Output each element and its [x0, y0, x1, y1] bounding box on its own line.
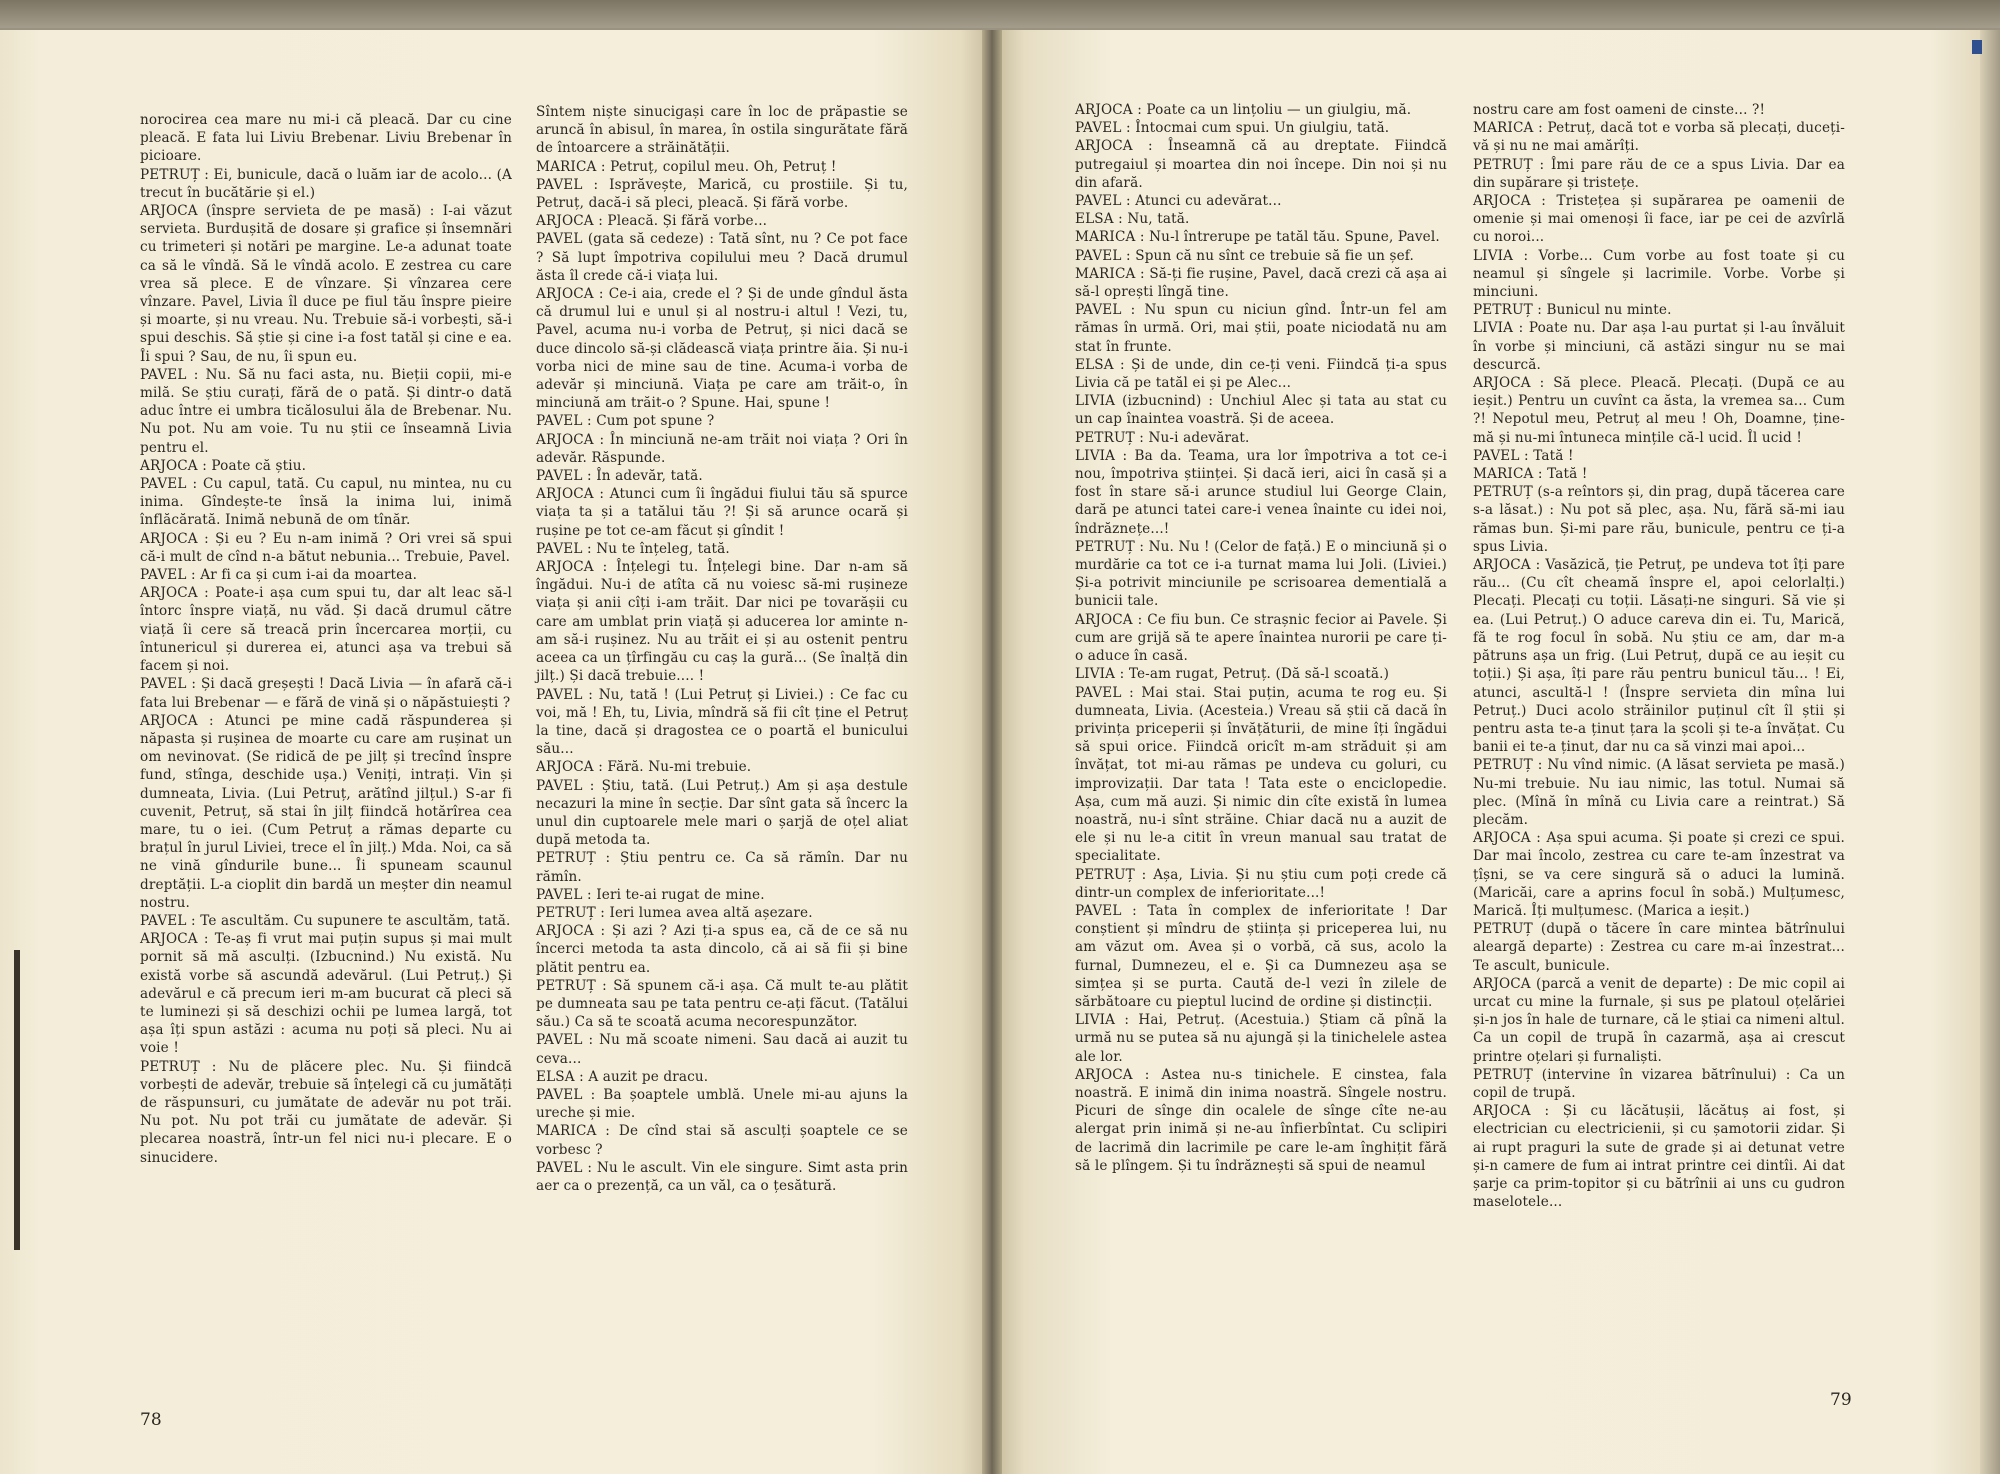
paragraph: PAVEL : Întocmai cum spui. Un giulgiu, tată.	[1075, 120, 1390, 137]
paragraph: PAVEL : Nu. Să nu faci asta, nu. Bieții copii, mi-e milă. Se știu curați, fără de o pată. Și dintr-o dată aduc între ei umbra ticălosului ăla de Brebenar. Nu. Nu pot. Nu am voie. Tu nu știi ce înseamnă Livia pentru el.	[140, 366, 512, 456]
paragraph: PAVEL : Nu mă scoate nimeni. Sau dacă ai auzit tu ceva...	[536, 1032, 908, 1067]
book-right-edge	[1980, 30, 2000, 1474]
paragraph: PETRUȚ : Nu vînd nimic. (A lăsat servieta pe masă.) Nu-mi trebuie. Nu iau nimic, las totul. Numai să plec. (Mînă în mînă cu Livia care a reintrat.) Să plecăm.	[1473, 757, 1845, 828]
paragraph: ARJOCA : Fără. Nu-mi trebuie.	[536, 759, 752, 776]
paragraph: ARJOCA : Așa spui acuma. Și poate și crezi ce spui. Dar mai încolo, zestrea cu care te-am înzestrat va țîșni, se va cere singură să o aduci la lumină. (Maricăi, care a aprins focul în sobă.) Mulțumesc, Marică. Îți mulțumesc. (Marica a ieșit.)	[1473, 830, 1845, 919]
paragraph: ARJOCA : Astea nu-s tinichele. E cinstea, fala noastră. E inimă din inima noastră. Sîngele nostru. Picuri de sînge din ocalele de sînge cîte ne-au alergat prin inimă și ne-au înfierbîntat. Cu sclipiri de lacrimă din lacrimile pe care le-am înghițit fără să le plîngem. Și tu îndrăznești să spui de neamul	[1075, 1066, 1447, 1174]
book-top-edge	[0, 0, 2000, 28]
paragraph: ARJOCA : Vasăzică, ție Petruț, pe undeva tot îți pare rău... (Cu cît cheamă înspre el, apoi celorlalți.) Plecați. Plecați cu toții. Lăsați-ne singuri. Să vie și ea. (Lui Petruț.) O aduce careva din ei. Tu, Marică, fă te rog focul în sobă. Nu știu ce am, dar m-a pătruns așa un frig. (Lui Petruț, după ce au ieșit cu toții.) Și așa, îți pare rău pentru bunicul tău... ! Ei, atunci, ascultă-l ! (Înspre servieta din mîna lui Petruț.) Duci acolo străinilor puținul cît îl știi și pentru asta te-a ținut țara la școli și te-a învățat. Cu banii ei te-a ținut, dar nu ca să vinzi mai apoi...	[1473, 557, 1845, 756]
paragraph: PETRUȚ : Să spunem că-i așa. Că mult te-au plătit pe dumneata sau pe tata pentru ce-ați făcut. (Tatălui său.) Ca să te scoată acuma necorespunzător.	[536, 977, 908, 1031]
paragraph: PAVEL : Atunci cu adevărat...	[1075, 193, 1282, 210]
paragraph: PAVEL : Nu spun cu niciun gînd. Într-un fel am rămas în urmă. Ori, mai știi, poate niciodată nu am stat în frunte.	[1075, 302, 1447, 355]
paragraph: MARICA : Să-ți fie rușine, Pavel, dacă crezi că așa ai să-l oprești lîngă tine.	[1075, 265, 1447, 301]
paragraph: ARJOCA : Poate că știu.	[140, 457, 307, 474]
bookmark-tab	[1972, 40, 1982, 54]
paragraph: PETRUȚ : Ei, bunicule, dacă o luăm iar de acolo... (A trecut în bucătărie și el.)	[140, 166, 512, 201]
paragraph: ARJOCA : Atunci pe mine cadă răspunderea și năpasta și rușinea de moarte cu care am rușinat un om nevinovat. (Se ridică de pe jilț și trecînd înspre fund, stînga, deschide ușa.) Veniți, intrați. Vin și dumneata, Livia. (Lui Petruț, arătînd jilțul.) S-ar fi cuvenit, Petruț, să stai în jilț fiindcă hotărîrea cea mare, tu o iei. (Cum Petruț a rămas departe cu brațul în jurul Liviei, trece el în jilț.) Mda. Noi, ca să ne vină gîndurile bune... Îi spuneam scaunul dreptății. L-a cioplit din bardă un meșter din neamul nostru.	[140, 712, 512, 911]
paragraph: PAVEL : Ieri te-ai rugat de mine.	[536, 886, 765, 903]
paragraph: ARJOCA : Poate ca un lințoliu — un giulgiu, mă.	[1075, 102, 1412, 118]
paragraph: MARICA : Petruț, copilul meu. Oh, Petruț !	[536, 158, 837, 175]
paragraph: PAVEL : Mai stai. Stai puțin, acuma te rog eu. Și dumneata, Livia. (Acesteia.) Vreau să știi că dacă în privința priceperii și învățăturii, de mine îți îngădui să spui orice. Fiindcă oricît m-am străduit și am învățat, tot mi-au rămas pe undeva cu goluri, cu improvizații. Dar tata ! Tata este o enciclopedie. Așa, cum mă auzi. Și nimic din cîte există în lumea noastră, nu-i sînt străine. Chiar dacă nu a auzit de ele și nu le-a citit în vreun manual sau tratat de specialitate.	[1075, 684, 1447, 865]
book-gutter	[982, 30, 1002, 1474]
paragraph: PAVEL : Ba șoaptele umblă. Unele mi-au ajuns la ureche și mie.	[536, 1086, 908, 1122]
paragraph: PAVEL : Nu, tată ! (Lui Petruț și Liviei.) : Ce fac cu voi, mă ! Eh, tu, Livia, mîndră să fii cît ține el Petruț la tine, dacă și dragostea ce o poartă el bunicului său...	[536, 686, 908, 758]
page-79	[995, 30, 1980, 1474]
paragraph: PAVEL : Te ascultăm. Cu supunere te ascultăm, tată.	[140, 912, 511, 929]
paragraph: ARJOCA : Și azi ? Azi ți-a spus ea, că de ce să nu încerci metoda ta asta dincolo, că ai să fii și bine plătit pentru ea.	[536, 923, 908, 976]
paragraph: PAVEL : Cum pot spune ?	[536, 413, 715, 430]
paragraph: ARJOCA : Înțelegi tu. Înțelegi bine. Dar n-am să îngădui. Nu-i de atîta că nu voiesc să-mi rușineze viața și anii cîți i-am trăit. Dar nici pe tovarășii cu care am umblat prin viață și aducerea lor aminte n-am să-i rușinez. Nu au trăit ei și au ostenit pentru aceea ca un țîrfingău cu caș la gură... (Se înalță din jilț.) Și dacă trebuie.... !	[536, 559, 908, 685]
page-78	[0, 30, 990, 1474]
paragraph: PAVEL : Spun că nu sînt ce trebuie să fie un șef.	[1075, 247, 1414, 264]
paragraph: ARJOCA : Tristețea și supărarea pe oamenii de omenie și mai omenoși îi face, iar pe cei de azvîrlă cu noroi...	[1473, 193, 1845, 246]
page-79-column-1	[1075, 101, 1447, 1175]
paragraph: LIVIA : Te-am rugat, Petruț. (Dă să-l scoată.)	[1075, 666, 1390, 683]
paragraph: ARJOCA : Și cu lăcătușii, lăcătuș ai fost, și electrician cu electricienii, și cu șamotorii zidar. Și ai rupt praguri la sute de grade și ai detunat vetre și-n camere de fum ai intrat printre cei dintîi. Ai dat șarje ca prim-topitor și cu bătrînii ai uns cu gudron maselotele...	[1473, 1103, 1845, 1211]
paragraph: ARJOCA : Atunci cum îi îngădui fiului tău să spurce viața ta și a tatălui tău ?! Și să arunce ocară și rușine pe tot ce-am făcut și gîndit !	[536, 486, 908, 539]
paragraph: Sîntem niște sinucigași care în loc de prăpastie se aruncă în abisul, în marea, în ostila singurătate fără de întoarcere a străinătății.	[536, 104, 908, 157]
paragraph: PETRUȚ (s-a reîntors și, din prag, după tăcerea care s-a lăsat.) : Nu pot să plec, așa. Nu, fără să-mi iau rămas bun. Și-mi pare rău, bunicule, pentru ce ți-a spus Livia.	[1473, 484, 1845, 555]
paragraph: LIVIA : Hai, Petruț. (Acestuia.) Știam că pînă la urmă nu se putea să nu ajungă și la tinichelele astea ale lor.	[1075, 1012, 1447, 1065]
page-number-right: 79	[1830, 1390, 1852, 1410]
paragraph: PETRUȚ : Îmi pare rău de ce a spus Livia. Dar ea din supărare și tristețe.	[1473, 156, 1845, 191]
paragraph: PAVEL : Și dacă greșești ! Dacă Livia — în afară că-i fata lui Brebenar — e fără de vină și o năpăstuiești ?	[140, 676, 512, 711]
paragraph: PAVEL : În adevăr, tată.	[536, 468, 703, 485]
paragraph: ARJOCA : Ce fiu bun. Ce strașnic fecior ai Pavele. Și cum are grijă să te apere înaintea nurorii pe care ți-o aduce în casă.	[1075, 611, 1447, 665]
paragraph: PETRUȚ : Nu-i adevărat.	[1075, 429, 1250, 446]
paragraph: LIVIA : Vorbe... Cum vorbe au fost toate și cu neamul și sîngele și lacrimile. Vorbe. Vorbe și minciuni.	[1473, 247, 1845, 301]
paragraph: MARICA : Nu-l întrerupe pe tatăl tău. Spune, Pavel.	[1075, 229, 1440, 246]
paragraph: PETRUȚ : Știu pentru ce. Ca să rămîn. Dar nu rămîn.	[536, 850, 908, 885]
paragraph: PAVEL : Isprăvește, Marică, cu prostiile. Și tu, Petruț, dacă-i să pleci, pleacă. Și fără vorbe.	[536, 176, 908, 212]
page-78-column-1	[140, 111, 512, 1167]
paragraph: PAVEL : Cu capul, tată. Cu capul, nu mintea, nu cu inima. Gîndește-te însă la inima lui, inimă înflăcărată. Inimă nebună de om tînăr.	[140, 476, 512, 529]
paragraph: PETRUȚ : Nu. Nu ! (Celor de față.) E o minciună și o murdărie ca tot ce i-a turnat mama lui Joli. (Liviei.) Și-a potrivit minciunile pe scrisoarea dementială a bunicii tale.	[1075, 538, 1447, 610]
paragraph: PETRUȚ (intervine în vizarea bătrînului) : Ca un copil de trupă.	[1473, 1066, 1845, 1101]
page-78-column-2	[536, 103, 908, 1195]
paragraph: ARJOCA : Să plece. Pleacă. Plecați. (După ce au ieșit.) Pentru un cuvînt ca ăsta, la vremea sa... Cum ?! Nepotul meu, Petruț al meu ! Oh, Doamne, ține-mă și nu-mi întuneca mințile că-l ucid. Îl ucid !	[1473, 375, 1845, 446]
paragraph: PAVEL : Ar fi ca și cum i-ai da moartea.	[140, 567, 418, 584]
paragraph: PAVEL (gata să cedeze) : Tată sînt, nu ? Ce pot face ? Să lupt împotriva copilului meu ? Dacă drumul ăsta îl crede că-i viața lui.	[536, 231, 908, 284]
paragraph: ARJOCA (parcă a venit de departe) : De mic copil ai urcat cu mine la furnale, și sus pe platoul oțelăriei și-n jos în hale de turnare, că le știai ca nimeni altul. Ca un copil de trupă în cazarmă, așa ai crescut printre oțelari și furnaliști.	[1473, 975, 1845, 1065]
paragraph: PETRUȚ : Așa, Livia. Și nu știu cum poți crede că dintr-un complex de inferioritate...!	[1075, 866, 1447, 901]
paragraph: LIVIA : Poate nu. Dar așa l-au purtat și l-au învăluit în vorbe și minciuni, că astăzi singur nu se mai descurcă.	[1473, 320, 1845, 373]
paragraph: PETRUȚ : Bunicul nu minte.	[1473, 302, 1672, 319]
page-79-column-2	[1473, 101, 1845, 1211]
paragraph: ELSA : A auzit pe dracu.	[536, 1068, 709, 1085]
page-number-left: 78	[140, 1410, 162, 1430]
paragraph: PETRUȚ (după o tăcere în care mintea bătrînului aleargă departe) : Zestrea cu care m-ai înzestrat... Te ascult, bunicule.	[1473, 921, 1845, 974]
margin-mark	[14, 950, 20, 1250]
paragraph: ELSA : Și de unde, din ce-ți veni. Fiindcă ți-a spus Livia că pe tatăl ei și pe Alec...	[1075, 356, 1447, 392]
paragraph: PAVEL : Nu le ascult. Vin ele singure. Simt asta prin aer ca o prezență, ca un văl, ca o țesătură.	[536, 1159, 908, 1194]
paragraph: ARJOCA : În minciună ne-am trăit noi viața ? Ori în adevăr. Răspunde.	[536, 431, 908, 466]
paragraph: PAVEL : Tata în complex de inferioritate ! Dar conștient și mîndru de știința și priceperea lui, nu am văzut om. Avea și o vorbă, că sus, acolo la furnal, Dumnezeu, el e. Și ca Dumnezeu așa se simțea și se purta. Caută de-l vezi în zilele de sărbătoare cu pieptul lucind de ordine și distincții.	[1075, 902, 1447, 1010]
paragraph: PAVEL : Tată !	[1473, 447, 1574, 464]
paragraph: PETRUȚ : Nu de plăcere plec. Nu. Și fiindcă vorbești de adevăr, trebuie să înțelegi că cu jumătăți de răspunsuri, cu jumătate de adevăr nu pot trăi. Nu pot. Nu pot trăi cu jumătate de adevăr. Și plecarea noastră, într-un fel nici nu-i plecare. E o sinucidere.	[140, 1058, 512, 1166]
paragraph: ARJOCA : Înseamnă că au dreptate. Fiindcă putregaiul și moartea din noi începe. Din noi și nu din afară.	[1075, 138, 1447, 191]
paragraph: MARICA : Tată !	[1473, 466, 1588, 483]
paragraph: ARJOCA : Și eu ? Eu n-am inimă ? Ori vrei să spui că-i mult de cînd n-a bătut nebunia... Trebuie, Pavel.	[140, 530, 512, 565]
paragraph: ELSA : Nu, tată.	[1075, 211, 1190, 228]
paragraph: LIVIA : Ba da. Teama, ura lor împotriva a tot ce-i nou, împotriva științei. Și dacă ieri, aici în casă și a fost în stare să-i arunce studiul lui George Clain, dară pe atunci tatei care-i venea înainte cu idei noi, îndrăznețe...!	[1075, 447, 1447, 537]
paragraph: ARJOCA : Pleacă. Și fără vorbe...	[536, 213, 768, 230]
paragraph: ARJOCA : Poate-i așa cum spui tu, dar alt leac să-l întorc înspre viață, nu văd. Și dacă drumul către viață îi cere să treacă prin încercarea morții, cu întunericul și durerea ei, atunci așa va trebui să facem și noi.	[140, 585, 512, 675]
paragraph: MARICA : De cînd stai să asculți șoaptele ce se vorbesc ?	[536, 1123, 908, 1158]
paragraph: ARJOCA : Te-aș fi vrut mai puțin supus și mai mult pornit să mă asculți. (Izbucnind.) Nu există. Nu există vorbe să ascundă adevărul. (Lui Petruț.) Și adevărul e că precum ieri m-am bucurat că pleci să te luminezi și să deschizi ochii pe lumea largă, tot așa îți spun astăzi : acuma nu poți să pleci. Nu ai voie !	[140, 931, 512, 1057]
paragraph: PAVEL : Știu, tată. (Lui Petruț.) Am și așa destule necazuri la mine în secție. Dar sînt gata să încerc la unul din cuptoarele mele mari o șarjă de oțel aliat după metoda ta.	[536, 777, 908, 849]
paragraph: ARJOCA (înspre servieta de pe masă) : I-ai văzut servieta. Burdușită de dosare și grafice și însemnări cu trimeteri și notări pe margine. Le-a adunat toate ca să le vîndă. Să le vîndă acolo. E zestrea cu care vrea să plece. E de vînzare. Și vînzarea cere vînzare. Pavel, Livia îl duce pe fiul tău înspre pieire și moarte, și nu vreau. Nu. Trebuie să-i vorbești, să-i spui deschis. Să știe și cine i-a fost tatăl și cine e ea. Îi spui ? Sau, de nu, îi spun eu.	[140, 203, 512, 365]
paragraph: PETRUȚ : Ieri lumea avea altă așezare.	[536, 904, 813, 921]
paragraph: norocirea cea mare nu mi-i că pleacă. Dar cu cine pleacă. E fata lui Liviu Brebenar. Liviu Brebenar în picioare.	[140, 112, 512, 165]
paragraph: MARICA : Petruț, dacă tot e vorba să plecați, duceți-vă și nu ne mai amărîți.	[1473, 120, 1845, 155]
paragraph: ARJOCA : Ce-i aia, crede el ? Și de unde gîndul ăsta că drumul lui e unul și al nostru-i altul ! Vezi, tu, Pavel, acuma nu-i vorba de Petruț, și nici dacă se duce dincolo să-și clădească viața printre ăia. Și nu-i vorba nici de mine sau de tine. Acuma-i vorba de adevăr și minciună. Viața pe care am trăit-o, în minciună am trăit-o ? Spune. Hai, spune !	[536, 286, 908, 412]
paragraph: PAVEL : Nu te înțeleg, tată.	[536, 540, 730, 557]
paragraph: LIVIA (izbucnind) : Unchiul Alec și tata au stat cu un cap înaintea voastră. Și de aceea.	[1075, 393, 1447, 428]
paragraph: nostru care am fost oameni de cinste... ?!	[1473, 102, 1766, 118]
